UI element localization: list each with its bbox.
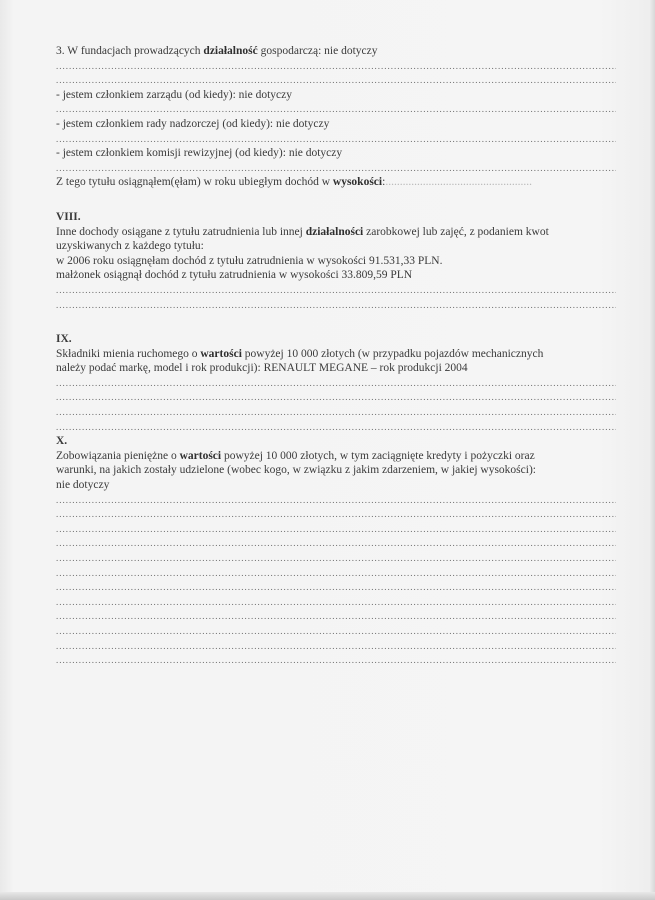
dotted-line (56, 639, 616, 654)
s8-line-1 (56, 225, 616, 240)
dotted-line (56, 536, 616, 551)
s3-line-5-colon: : (382, 176, 386, 189)
s3-line-5-bold: wysokości (332, 176, 383, 189)
dotted-line (56, 102, 616, 117)
spacer (56, 312, 616, 326)
s8-line-2: uzyskiwanych z każdego tytułu: (56, 240, 204, 253)
s10-line-2: warunki, na jakich zostały udzielone (wobec kogo, w związku z jakim zdarzeniem, w jakiej wysokości): (56, 464, 536, 477)
document-content (56, 44, 616, 668)
s10-line-1 (56, 449, 616, 464)
s8-line-1-text-end: zarobkowej lub zajęć, z podaniem kwot (363, 225, 549, 238)
dotted-line (56, 161, 616, 176)
dotted-line (56, 609, 616, 624)
s10-line-1-text-end: powyżej 10 000 złotych, w tym zaciągnięte kredyty i pożyczki oraz (221, 449, 535, 462)
s3-line-2: - jestem członkiem zarządu (od kiedy): nie dotyczy (56, 88, 292, 101)
s9-line-1-text: Składniki mienia ruchomego o (56, 347, 201, 360)
s10-line-1-bold: wartości (179, 449, 222, 462)
dotted-line (56, 73, 616, 88)
s10-line-1-text: Zobowiązania pieniężne o (56, 449, 180, 462)
section-number-ix: IX. (56, 333, 72, 346)
s3-line-5-text: Z tego tytułu osiągnąłem(ęłam) w roku ubiegłym dochód w (56, 176, 333, 189)
s3-line-1-bold: działalność (203, 45, 258, 57)
s8-line-1-bold: działalności (305, 225, 364, 238)
spacer (56, 190, 616, 204)
dotted-line (56, 493, 616, 508)
s3-line-4: - jestem członkiem komisji rewizyjnej (od kiedy): nie dotyczy (56, 147, 343, 160)
s9-line-2: należy podać markę, model i rok produkcji): RENAULT MEGANE – rok produkcji 2004 (56, 362, 468, 375)
dotted-line (56, 653, 616, 668)
dotted-line (56, 283, 616, 298)
dotted-line (56, 580, 616, 595)
dotted-line (56, 376, 616, 391)
s9-line-1 (56, 347, 616, 362)
s8-line-1-text: Inne dochody osiągane z tytułu zatrudnienia lub innej (56, 225, 306, 238)
s10-line-3: nie dotyczy (56, 479, 110, 492)
dotted-line (56, 595, 616, 610)
s3-line-5-dots: ................................................... (385, 176, 532, 189)
s3-line-1-text: 3. W fundacjach prowadzących (56, 45, 204, 57)
dotted-line (56, 132, 616, 147)
s3-line-1 (56, 44, 616, 59)
s9-line-1-bold: wartości (200, 347, 242, 360)
scan-edge-bottom (0, 892, 655, 900)
s3-line-1-text-end: gospodarczą: nie dotyczy (257, 45, 378, 57)
s9-line-1-text-end: powyżej 10 000 złotych (w przypadku pojazdów mechanicznych (241, 347, 544, 360)
dotted-line (56, 522, 616, 537)
scan-edge-right (649, 0, 655, 900)
dotted-line (56, 298, 616, 313)
s8-line-4: małżonek osiągnął dochód z tytułu zatrudnienia w wysokości 33.809,59 PLN (56, 269, 413, 282)
dotted-line (56, 566, 616, 581)
dotted-line (56, 420, 616, 435)
dotted-line (56, 405, 616, 420)
s3-line-5 (56, 175, 616, 190)
dotted-line (56, 507, 616, 522)
section-number-viii: VIII. (56, 210, 81, 223)
s8-line-3: w 2006 roku osiągnęłam dochód z tytułu zatrudnienia w wysokości 91.531,33 PLN. (56, 254, 443, 267)
section-number-x: X. (56, 435, 68, 448)
s3-line-3: - jestem członkiem rady nadzorczej (od kiedy): nie dotyczy (56, 117, 330, 130)
dotted-line (56, 59, 616, 74)
dotted-line (56, 390, 616, 405)
dotted-line (56, 624, 616, 639)
dotted-line (56, 551, 616, 566)
